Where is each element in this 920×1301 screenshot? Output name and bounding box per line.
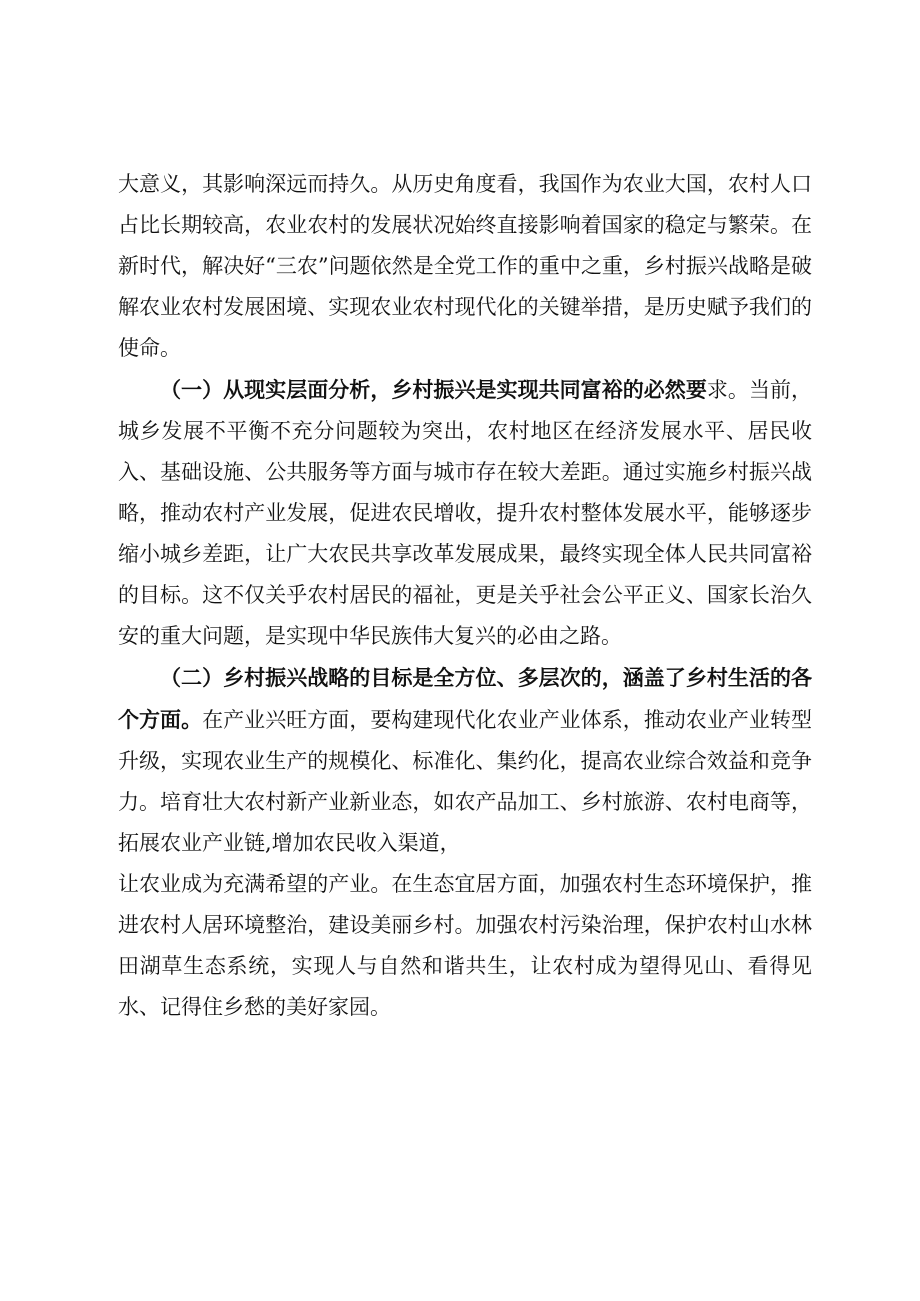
paragraph-section-two: [118, 657, 812, 864]
paragraph-intro: [118, 164, 812, 369]
paragraph-section-one: [118, 369, 812, 657]
section-one-text: 求。当前，城乡发展不平衡不充分问题较为突出，农村地区在经济发展水平、居民收入、基础设施、公共服务等方面与城市存在较大差距。通过实施乡村振兴战略，推动农村产业发展，促进农民增收，提升农村整体发展水平，能够逐步缩小城乡差距，让广大农民共享改革发展成果，最终实现全体人民共同富裕的目标。这不仅关乎农村居民的福祉，更是关乎社会公平正义、国家长治久安的重大问题，是实现中华民族伟大复兴的必由之路。: [118, 378, 813, 648]
document-body: [118, 164, 812, 1028]
section-two-heading: （二）乡村振兴战略的目标是全方位、多层次的，涵盖了乡村生活的各个方面。: [118, 665, 812, 732]
paragraph-section-two-continued: [118, 864, 812, 1028]
paragraph-intro-text: 大意义，其影响深远而持久。从历史角度看，我国作为农业大国，农村人口占比长期较高，农业农村的发展状况始终直接影响着国家的稳定与繁荣。在新时代，解决好“三农”问题依然是全党工作的重中之重，乡村振兴战略是破解农业农村发展困境、实现农业农村现代化的关键举措，是历史赋予我们的使命。: [118, 172, 812, 360]
section-two-continued-text: 让农业成为充满希望的产业。在生态宜居方面，加强农村生态环境保护，推进农村人居环境整治，建设美丽乡村。加强农村污染治理，保护农村山水林田湖草生态系统，实现人与自然和谐共生，让农村成为望得见山、看得见水、记得住乡愁的美好家园。: [118, 872, 812, 1019]
section-two-text: 在产业兴旺方面，要构建现代化农业产业体系，推动农业产业转型升级，实现农业生产的规模化、标准化、集约化，提高农业综合效益和竞争力。培育壮大农村新产业新业态，如农产品加工、乡村旅游、农村电商等，拓展农业产业链,增加农民收入渠道，: [118, 708, 812, 855]
section-one-heading: （一）从现实层面分析，乡村振兴是实现共同富裕的必然要: [160, 377, 707, 402]
